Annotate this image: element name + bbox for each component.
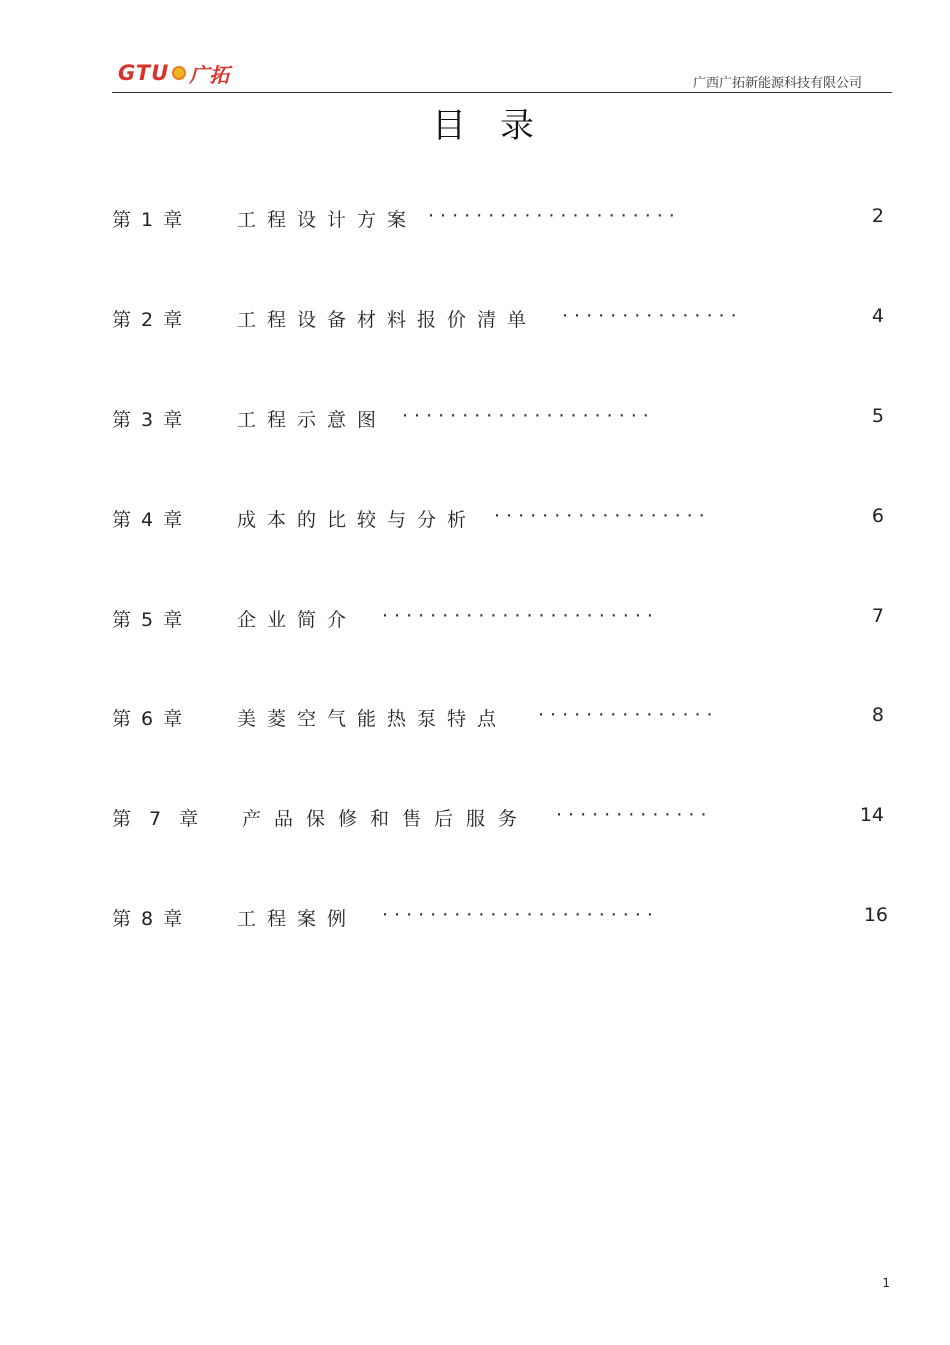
toc-entry-title: 工程设计方案: [237, 209, 418, 231]
toc-chapter: 第 4 章: [112, 509, 185, 531]
toc-leader-dots: ·····················: [428, 205, 681, 227]
toc-leader-dots: ···············: [562, 305, 743, 327]
toc-page-number: 7: [871, 605, 884, 627]
toc-row[interactable]: [112, 405, 892, 431]
page-title: 目录: [432, 106, 568, 146]
toc-chapter: 第 3 章: [112, 409, 185, 431]
toc-row[interactable]: [112, 904, 892, 930]
toc-leader-dots: ·····················: [402, 405, 655, 427]
toc-row[interactable]: [112, 205, 892, 231]
toc-chapter: 第 5 章: [112, 609, 185, 631]
toc-chapter: 第 6 章: [112, 708, 185, 730]
toc-entry-title: 成本的比较与分析: [237, 509, 478, 531]
toc-page-number: 6: [871, 505, 884, 527]
toc-leader-dots: ·······················: [382, 904, 659, 926]
company-name: 广西广拓新能源科技有限公司: [692, 76, 862, 91]
toc-page-number: 8: [871, 704, 884, 726]
toc-entry-title: 美菱空气能热泵特点: [237, 708, 508, 730]
toc-row[interactable]: [112, 505, 892, 531]
toc-page-number: 2: [871, 205, 884, 227]
toc-leader-dots: ·············: [556, 804, 713, 826]
logo-latin-text: GTU: [118, 61, 170, 85]
toc-leader-dots: ··················: [494, 505, 711, 527]
toc-page-number: 4: [871, 305, 884, 327]
page-footer-number: 1: [882, 1276, 890, 1290]
toc-chapter: 第 1 章: [112, 209, 185, 231]
toc-entry-title: 工程案例: [237, 908, 358, 930]
toc-page-number: 5: [871, 405, 884, 427]
toc-entry-title: 工程设备材料报价清单: [237, 309, 538, 331]
toc-chapter: 第 7 章: [112, 808, 205, 830]
toc-row[interactable]: [112, 305, 892, 331]
toc-leader-dots: ·······················: [382, 605, 659, 627]
toc-chapter: 第 2 章: [112, 309, 185, 331]
toc-row[interactable]: [112, 804, 892, 830]
logo-cjk-text: 广拓: [189, 62, 230, 87]
toc-entry-title: 工程示意图: [237, 409, 388, 431]
toc-leader-dots: ···············: [538, 704, 719, 726]
toc-entry-title: 企业简介: [237, 609, 358, 631]
toc-row[interactable]: [112, 704, 892, 730]
toc-page-number: 14: [859, 804, 884, 826]
toc-entry-title: 产品保修和售后服务: [242, 808, 531, 830]
toc-page-number: 16: [863, 904, 888, 926]
toc-chapter: 第 8 章: [112, 908, 185, 930]
toc-row[interactable]: [112, 605, 892, 631]
